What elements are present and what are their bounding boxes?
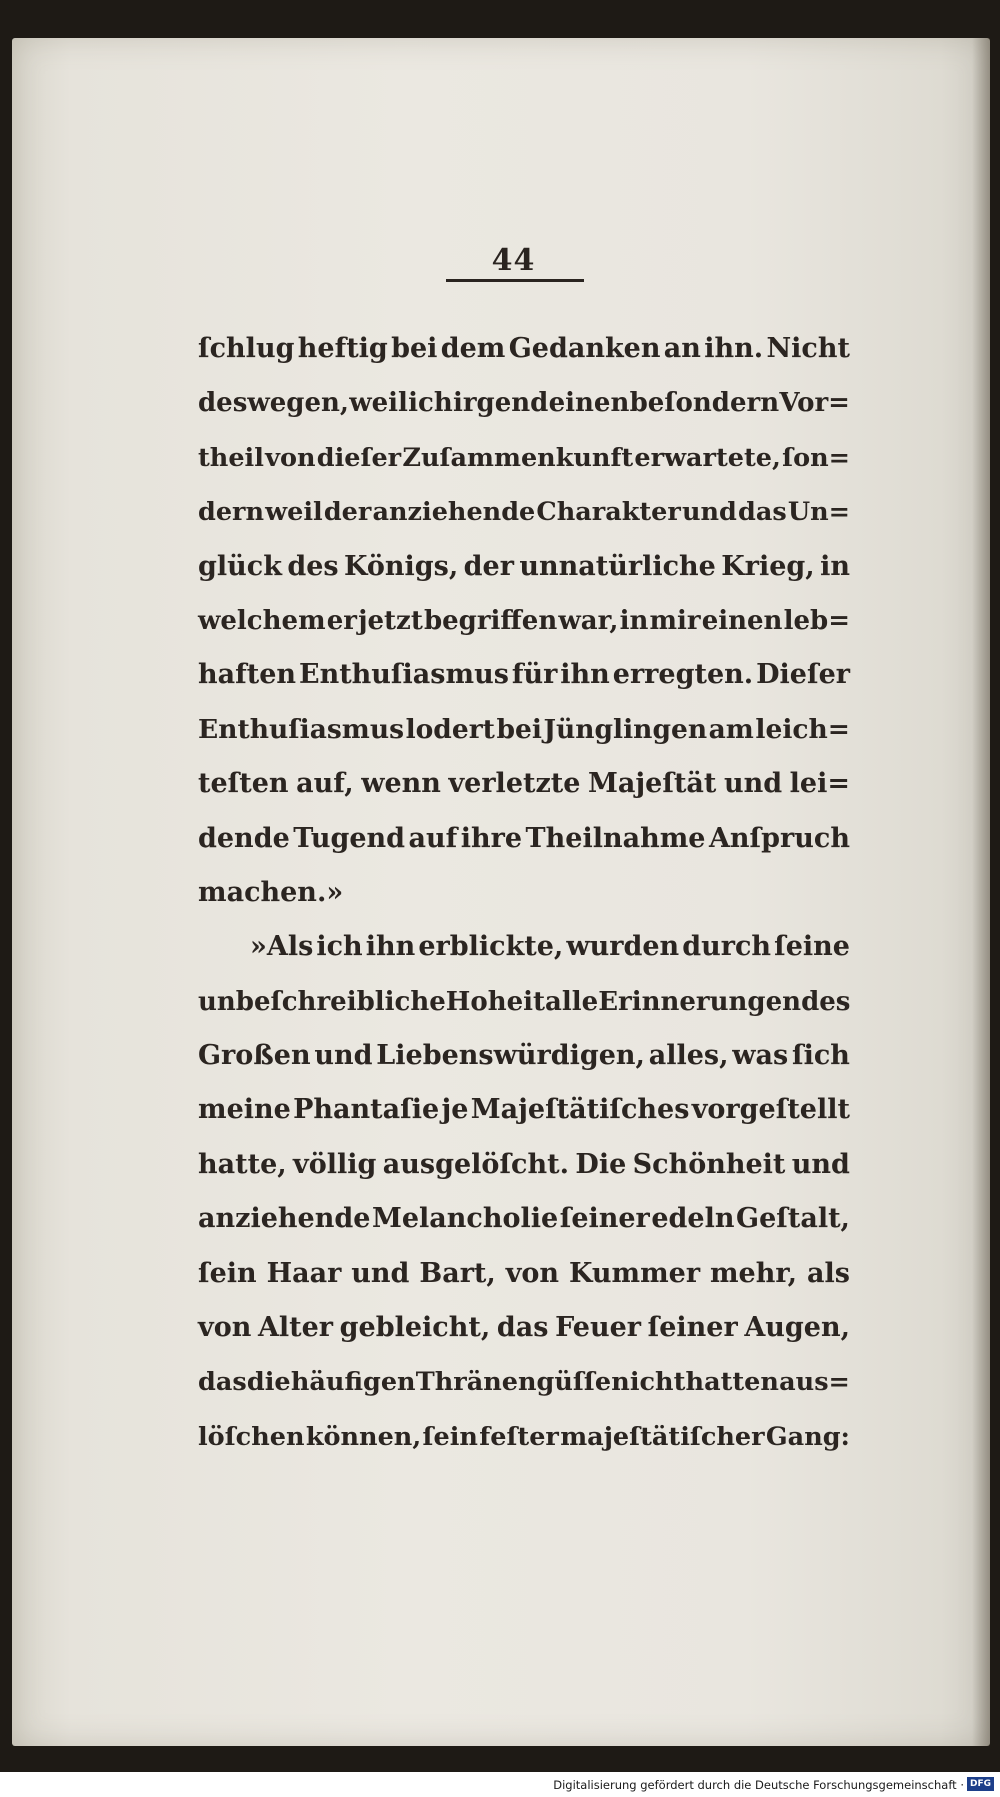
- word: leich=: [755, 713, 850, 745]
- word: ihn: [365, 931, 416, 963]
- word: feſter: [479, 1421, 559, 1452]
- word: ihre: [460, 822, 523, 854]
- word: und: [351, 1257, 410, 1289]
- word: lodert: [405, 713, 495, 745]
- text-line: [198, 322, 850, 376]
- word: anziehende: [372, 497, 536, 528]
- word: aus=: [779, 1367, 850, 1398]
- word: unnatürliche: [519, 550, 716, 582]
- word: welchem: [198, 605, 326, 636]
- word: in: [619, 605, 649, 636]
- word: völlig: [293, 1148, 377, 1180]
- word: Thränengüſſe: [415, 1367, 612, 1398]
- word: Tugend: [293, 822, 406, 854]
- text-line: [198, 376, 850, 430]
- text-line: [198, 1247, 850, 1301]
- word: begriffen: [423, 605, 558, 636]
- word: erblickte,: [418, 931, 564, 963]
- word: was: [732, 1040, 789, 1072]
- word: ſeiner: [647, 1312, 738, 1344]
- page-number: 44: [491, 243, 536, 278]
- digitization-credit: Digitalisierung gefördert durch die Deutsche Forschungsgemeinschaft ·: [553, 1778, 964, 1792]
- word: Schönheit: [632, 1148, 786, 1180]
- word: Un=: [787, 497, 850, 528]
- word: Majeſtätiſches: [470, 1094, 690, 1126]
- word: für: [511, 659, 558, 691]
- text-line: [198, 648, 850, 702]
- word: einen: [701, 605, 783, 636]
- word: edeln: [651, 1203, 735, 1235]
- word: Augen,: [744, 1312, 850, 1344]
- text-line: [198, 1410, 850, 1464]
- word: ihn: [560, 659, 610, 691]
- word: am: [708, 713, 754, 745]
- word: gebleicht,: [339, 1312, 491, 1344]
- word: Zuſammenkunft: [402, 442, 634, 473]
- word: ich: [316, 931, 363, 963]
- word: Anſpruch: [708, 822, 850, 854]
- word: Erinnerungen: [598, 986, 802, 1017]
- word: von: [198, 1312, 252, 1344]
- text-line: [198, 703, 850, 757]
- word: erwartete,: [634, 442, 781, 473]
- word: Majeſtät: [588, 768, 717, 800]
- word: mehr,: [709, 1257, 798, 1289]
- word: ſein: [198, 1257, 257, 1289]
- word: vorgeſtellt: [691, 1094, 850, 1126]
- word: ſich: [791, 1040, 850, 1072]
- word: theil: [198, 442, 264, 473]
- word: bei: [496, 713, 542, 745]
- word: auf,: [296, 768, 354, 800]
- word: bei: [391, 333, 438, 364]
- word: haften: [198, 659, 297, 691]
- word: ausgelöſcht.: [382, 1148, 570, 1180]
- page-number-rule: [446, 279, 584, 282]
- word: weil: [265, 497, 323, 528]
- word: in: [820, 550, 850, 582]
- page-edge-shadow: [972, 38, 990, 1746]
- word: als: [806, 1257, 850, 1289]
- body-text: [198, 322, 850, 1464]
- word: Liebenswürdigen,: [376, 1040, 645, 1072]
- word: jetzt: [358, 605, 423, 636]
- word: wurden: [566, 931, 680, 963]
- word: ſeiner: [559, 1203, 650, 1235]
- word: Feuer: [555, 1312, 641, 1344]
- text-line: [198, 757, 850, 811]
- word: das: [738, 497, 787, 528]
- word: das: [496, 1312, 549, 1344]
- word: ſchlug: [198, 333, 295, 364]
- word: Kummer: [569, 1257, 701, 1289]
- word: löſchen: [198, 1421, 305, 1452]
- word: majeſtätiſcher: [560, 1421, 765, 1452]
- word: teſten: [198, 768, 289, 800]
- word: Gedanken: [508, 333, 661, 364]
- text-line: [198, 540, 850, 594]
- word: »Als: [250, 931, 314, 963]
- word: meine: [198, 1094, 291, 1126]
- word: durch: [682, 931, 772, 963]
- word: des: [801, 986, 851, 1017]
- word: dende: [198, 822, 290, 854]
- word: Gang:: [765, 1421, 850, 1452]
- word: mir: [649, 605, 701, 636]
- word: glück: [198, 550, 282, 582]
- word: ich: [408, 388, 453, 419]
- word: Krieg,: [721, 550, 815, 582]
- dfg-logo: DFG: [967, 1777, 994, 1791]
- text-line: [198, 1083, 850, 1137]
- word: er: [326, 605, 357, 636]
- word: können,: [305, 1421, 422, 1452]
- word: und: [681, 497, 737, 528]
- word: Die: [575, 1148, 627, 1180]
- word: dern: [198, 497, 265, 528]
- text-line: [198, 1192, 850, 1246]
- word: einen: [548, 388, 630, 419]
- word: Phantaſie: [293, 1094, 440, 1126]
- word: war,: [558, 605, 619, 636]
- text-line: [198, 920, 850, 974]
- word: irgend: [452, 388, 549, 419]
- word: je: [441, 1094, 469, 1126]
- word: erregten.: [612, 659, 754, 691]
- word: Jünglingen: [543, 713, 708, 745]
- text-line: [198, 1355, 850, 1409]
- word: hatten: [685, 1367, 779, 1398]
- word: wenn: [361, 768, 441, 800]
- text-line: machen.»: [198, 876, 344, 908]
- word: dieſer: [316, 442, 402, 473]
- word: unbeſchreibliche: [198, 986, 446, 1017]
- word: an: [663, 333, 701, 364]
- word: von: [265, 442, 316, 473]
- word: beſondern: [629, 388, 780, 419]
- text-line: [198, 485, 850, 539]
- word: Enthuſiasmus: [198, 713, 405, 745]
- word: Bart,: [419, 1257, 496, 1289]
- text-line: [198, 431, 850, 485]
- word: Vor=: [779, 388, 850, 419]
- word: Alter: [257, 1312, 334, 1344]
- word: alles,: [648, 1040, 729, 1072]
- text-line: [198, 1138, 850, 1192]
- word: Königs,: [344, 550, 459, 582]
- word: auf: [408, 822, 458, 854]
- text-line: [198, 975, 850, 1029]
- word: verletzte: [448, 768, 581, 800]
- word: lei=: [789, 768, 850, 800]
- word: und: [314, 1040, 373, 1072]
- word: Großen: [198, 1040, 311, 1072]
- word: häufigen: [290, 1367, 416, 1398]
- word: Melancholie: [371, 1203, 559, 1235]
- word: Nicht: [766, 333, 850, 364]
- word: Haar: [266, 1257, 342, 1289]
- word: von: [505, 1257, 560, 1289]
- word: Geſtalt,: [736, 1203, 850, 1235]
- word: und: [723, 768, 783, 800]
- word: Charakter: [536, 497, 681, 528]
- word: des: [287, 550, 339, 582]
- word: heftig: [297, 333, 388, 364]
- word: deswegen,: [198, 388, 349, 419]
- text-line: [198, 594, 850, 648]
- word: dem: [440, 333, 506, 364]
- word: der: [463, 550, 514, 582]
- word: ſein: [422, 1421, 478, 1452]
- word: ſon=: [782, 442, 850, 473]
- word: ihn.: [704, 333, 764, 364]
- word: ſeine: [774, 931, 850, 963]
- word: Theilnahme: [525, 822, 706, 854]
- word: und: [791, 1148, 850, 1180]
- text-line: [198, 1301, 850, 1355]
- word: nicht: [611, 1367, 686, 1398]
- word: leb=: [783, 605, 850, 636]
- word: die: [246, 1367, 291, 1398]
- word: anziehende: [198, 1203, 371, 1235]
- word: das: [198, 1367, 247, 1398]
- word: der: [323, 497, 372, 528]
- word: Hoheit: [445, 986, 546, 1017]
- text-line: [198, 1029, 850, 1083]
- word: Dieſer: [756, 659, 850, 691]
- word: alle: [545, 986, 599, 1017]
- word: weil: [349, 388, 408, 419]
- text-line: [198, 812, 850, 866]
- word: hatte,: [198, 1148, 287, 1180]
- word: Enthuſiasmus: [298, 659, 509, 691]
